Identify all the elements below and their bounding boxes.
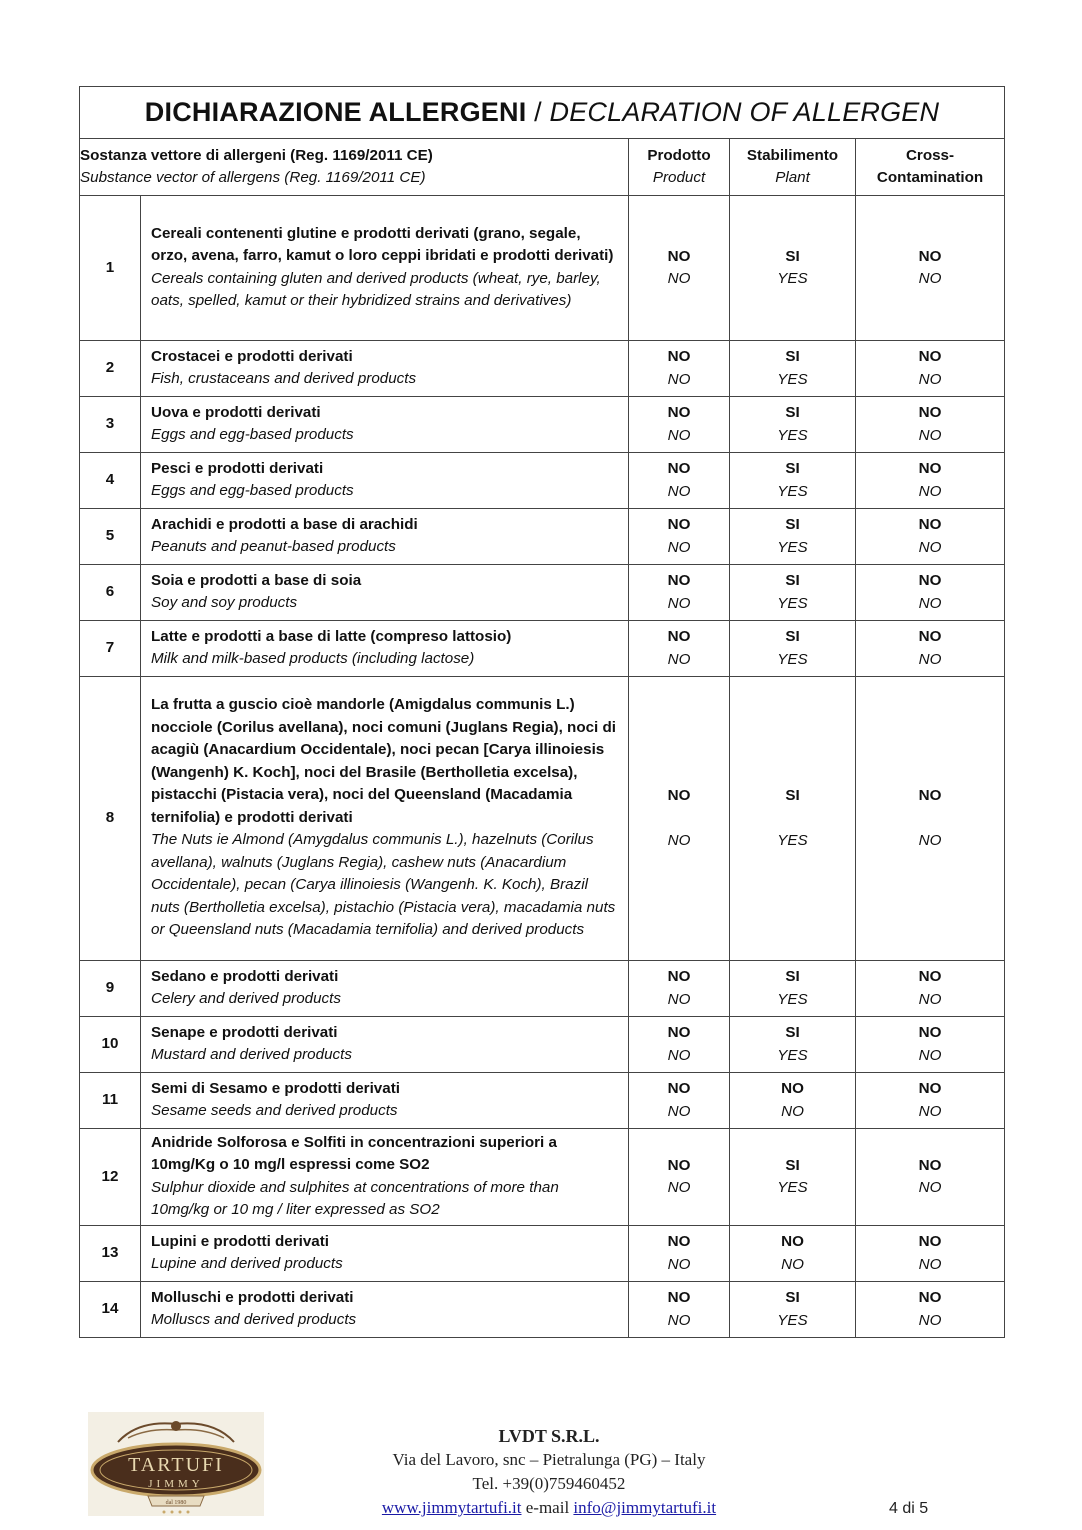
cross-value-italian: NO	[918, 1233, 942, 1250]
product-value-italian: NO	[667, 348, 691, 365]
substance-header-italian: Sostanza vettore di allergeni (Reg. 1169/2011 CE)	[80, 146, 433, 164]
product-value-italian: NO	[667, 1156, 691, 1174]
allergen-name-italian: Latte e prodotti a base di latte (compreso lattosio)	[151, 627, 512, 645]
plant-value	[730, 1129, 856, 1226]
allergen-name-italian: Senape e prodotti derivati	[151, 1023, 338, 1041]
substance-header-english: Substance vector of allergens (Reg. 1169/2011 CE)	[80, 169, 426, 186]
plant-value	[730, 453, 856, 509]
row-number: 13	[80, 1226, 141, 1282]
cross-value-english: NO	[918, 370, 942, 388]
product-value	[629, 1226, 730, 1282]
page-number: 4 di 5	[889, 1500, 929, 1517]
plant-value	[730, 1282, 856, 1338]
cross-value-italian: NO	[918, 628, 942, 645]
row-number: 9	[80, 961, 141, 1017]
plant-value-english: NO	[781, 1102, 804, 1120]
logo-text-jimmy: JIMMY	[148, 1478, 204, 1490]
cross-value-english: NO	[918, 1102, 942, 1120]
plant-value-english: YES	[777, 594, 808, 612]
cross-contamination-header	[856, 139, 1005, 196]
plant-value	[730, 509, 856, 565]
product-value-italian: NO	[667, 1289, 691, 1306]
title-italian: DICHIARAZIONE ALLERGENI	[144, 97, 527, 128]
product-value	[629, 1282, 730, 1338]
allergen-name-english: Sesame seeds and derived products	[151, 1102, 398, 1119]
cross-contamination-value	[856, 453, 1005, 509]
allergen-description	[141, 1226, 629, 1282]
plant-value-italian: NO	[781, 1233, 804, 1250]
product-value-italian: NO	[667, 628, 691, 645]
product-header-english: Product	[652, 169, 706, 186]
plant-value	[730, 1017, 856, 1073]
product-value-english: NO	[667, 426, 691, 444]
allergen-name-italian: Soia e prodotti a base di soia	[151, 571, 362, 589]
allergen-name-english: Lupine and derived products	[151, 1255, 343, 1272]
cross-contamination-value	[856, 565, 1005, 621]
cross-value-italian: NO	[918, 1289, 942, 1306]
product-value-english: NO	[667, 538, 691, 556]
plant-header	[730, 139, 856, 196]
email-link[interactable]: info@jimmytartufi.it	[573, 1498, 717, 1517]
product-value-english: NO	[667, 370, 691, 388]
product-value	[629, 341, 730, 397]
product-value-english: NO	[667, 1255, 691, 1273]
allergen-name-english: Eggs and egg-based products	[151, 482, 354, 499]
allergen-name-english: Milk and milk-based products (including lactose)	[151, 650, 475, 667]
cross-header-line1: Cross-	[905, 146, 955, 164]
plant-value-italian: SI	[785, 404, 800, 421]
plant-value-english: YES	[777, 1046, 808, 1064]
cross-value-english: NO	[918, 594, 942, 612]
cross-value-english: NO	[918, 270, 942, 287]
cross-value-english: NO	[918, 1179, 942, 1196]
allergen-description	[141, 961, 629, 1017]
cross-value-english: NO	[918, 426, 942, 444]
plant-header-english: Plant	[775, 169, 810, 186]
allergen-name-english: Soy and soy products	[151, 594, 298, 611]
allergen-name-english: Mustard and derived products	[151, 1046, 352, 1063]
cross-value-english: NO	[918, 831, 942, 849]
cross-value-english: NO	[918, 482, 942, 500]
product-value-english: NO	[667, 594, 691, 612]
cross-value-english: NO	[918, 538, 942, 556]
product-value-english: NO	[667, 650, 691, 668]
table-row	[80, 196, 1005, 341]
product-value	[629, 453, 730, 509]
table-row	[80, 1282, 1005, 1338]
plant-value-english: YES	[777, 1179, 808, 1196]
allergen-description	[141, 1282, 629, 1338]
plant-value-italian: SI	[785, 460, 800, 477]
plant-value-english: NO	[781, 1255, 804, 1273]
page-title	[80, 87, 1005, 139]
product-value-italian: NO	[667, 968, 691, 985]
allergen-name-english: Sulphur dioxide and sulphites at concentrations of more than 10mg/kg or 10 mg / liter expressed as SO2	[151, 1178, 559, 1218]
row-number: 5	[80, 509, 141, 565]
allergen-name-english: Molluscs and derived products	[151, 1311, 357, 1328]
cross-contamination-value	[856, 196, 1005, 341]
plant-value-italian: SI	[785, 1289, 800, 1306]
plant-value	[730, 196, 856, 341]
allergen-name-italian: Crostacei e prodotti derivati	[151, 347, 353, 365]
company-name: LVDT S.R.L.	[498, 1426, 600, 1446]
product-value-english: NO	[667, 1046, 691, 1064]
cross-value-english: NO	[918, 1255, 942, 1273]
product-header-italian: Prodotto	[647, 146, 711, 164]
row-number: 12	[80, 1129, 141, 1226]
allergen-table	[79, 86, 1005, 1338]
cross-value-italian: NO	[918, 572, 942, 589]
allergen-name-italian: Cereali contenenti glutine e prodotti derivati (grano, segale, orzo, avena, farro, kamut o loro ceppi ibridati e prodotti derivati)	[151, 224, 614, 264]
product-value	[629, 196, 730, 341]
table-row	[80, 509, 1005, 565]
plant-value-italian: SI	[785, 628, 800, 645]
substance-header	[80, 139, 629, 196]
cross-value-english: NO	[918, 650, 942, 668]
title-english: DECLARATION OF ALLERGEN	[549, 97, 940, 128]
allergen-description	[141, 509, 629, 565]
plant-value-italian: SI	[785, 1024, 800, 1041]
plant-value	[730, 961, 856, 1017]
table-row	[80, 1073, 1005, 1129]
cross-value-english: NO	[918, 990, 942, 1008]
cross-contamination-value	[856, 1226, 1005, 1282]
allergen-name-italian: Semi di Sesamo e prodotti derivati	[151, 1079, 400, 1097]
table-row	[80, 397, 1005, 453]
plant-value-italian: SI	[785, 247, 800, 265]
product-value-english: NO	[667, 1102, 691, 1120]
tartufi-jimmy-logo	[88, 1412, 264, 1516]
plant-value	[730, 1073, 856, 1129]
product-value-english: NO	[667, 1311, 691, 1329]
plant-value-english: YES	[777, 831, 808, 849]
allergen-description	[141, 621, 629, 677]
allergen-description	[141, 1073, 629, 1129]
allergen-description	[141, 1129, 629, 1226]
table-row	[80, 621, 1005, 677]
allergen-description	[141, 453, 629, 509]
company-phone: Tel. +39(0)759460452	[472, 1474, 626, 1493]
table-row	[80, 565, 1005, 621]
cross-value-italian: NO	[918, 460, 942, 477]
row-number: 7	[80, 621, 141, 677]
product-value	[629, 1073, 730, 1129]
row-number: 14	[80, 1282, 141, 1338]
title-separator: /	[526, 97, 550, 128]
product-value-italian: NO	[667, 247, 691, 265]
cross-value-italian: NO	[918, 968, 942, 985]
plant-value	[730, 397, 856, 453]
cross-contamination-value	[856, 397, 1005, 453]
allergen-description	[141, 565, 629, 621]
allergen-name-english: The Nuts ie Almond (Amygdalus communis L.), hazelnuts (Corilus avellana), walnuts (Juglans Regia), cashew nuts (Anacardium Occidentale), pecan (Carya illinoiesis (Wangenh. K. Koch), Brazil nuts (Bertholletia excelsa), pistachio (Pistacia vera), macadamia nuts or Queensland nuts (Macadamia ternifolia) and derived products	[151, 831, 616, 939]
product-value-italian: NO	[667, 572, 691, 589]
cross-header-line2: Contamination	[876, 169, 984, 186]
cross-value-italian: NO	[918, 1156, 942, 1174]
table-row	[80, 453, 1005, 509]
plant-value-english: YES	[777, 426, 808, 444]
plant-value-english: YES	[777, 650, 808, 668]
cross-contamination-value	[856, 1129, 1005, 1226]
cross-value-italian: NO	[918, 348, 942, 365]
plant-value-english: YES	[777, 538, 808, 556]
plant-header-italian: Stabilimento	[746, 146, 839, 164]
cross-contamination-value	[856, 1282, 1005, 1338]
cross-value-italian: NO	[918, 1024, 942, 1041]
allergen-name-english: Peanuts and peanut-based products	[151, 538, 396, 555]
row-number: 3	[80, 397, 141, 453]
plant-value	[730, 1226, 856, 1282]
row-number: 11	[80, 1073, 141, 1129]
cross-contamination-value	[856, 341, 1005, 397]
allergen-name-italian: La frutta a guscio cioè mandorle (Amigdalus communis L.) nocciole (Corilus avellana), noci comuni (Juglans Regia), noci di acagiù (Anacardium Occidentale), noci pecan [Carya illinoiesis (Wangenh) K. Koch], noci del Brasile (Bertholletia excelsa), pistacchi (Pistacia vera), noci del Queensland (Macadamia ternifolia) e prodotti derivati	[151, 696, 616, 826]
cross-value-italian: NO	[918, 1080, 942, 1097]
allergen-name-italian: Anidride Solforosa e Solfiti in concentrazioni superiori a 10mg/Kg o 10 mg/l espressi come SO2	[151, 1133, 557, 1173]
product-value-italian: NO	[667, 787, 691, 804]
product-value-italian: NO	[667, 460, 691, 477]
plant-value	[730, 621, 856, 677]
plant-value	[730, 677, 856, 961]
table-row	[80, 677, 1005, 961]
product-value-italian: NO	[667, 516, 691, 533]
plant-value-english: YES	[777, 270, 808, 287]
product-value	[629, 397, 730, 453]
email-label: e-mail	[525, 1498, 570, 1517]
product-value	[629, 509, 730, 565]
plant-value-italian: SI	[785, 968, 800, 985]
cross-contamination-value	[856, 621, 1005, 677]
company-footer	[349, 1424, 749, 1520]
plant-value-italian: SI	[785, 516, 800, 533]
allergen-name-english: Eggs and egg-based products	[151, 426, 354, 443]
table-row	[80, 1129, 1005, 1226]
product-value-italian: NO	[667, 1024, 691, 1041]
allergen-name-italian: Molluschi e prodotti derivati	[151, 1288, 354, 1306]
plant-value	[730, 565, 856, 621]
cross-contamination-value	[856, 677, 1005, 961]
row-number: 4	[80, 453, 141, 509]
row-number: 6	[80, 565, 141, 621]
plant-value-italian: SI	[785, 572, 800, 589]
row-number: 8	[80, 677, 141, 961]
allergen-description	[141, 397, 629, 453]
product-value-english: NO	[667, 270, 691, 287]
plant-value-english: YES	[777, 990, 808, 1008]
product-value	[629, 1129, 730, 1226]
logo-text-tartufi: TARTUFI	[128, 1454, 224, 1476]
allergen-name-english: Celery and derived products	[151, 990, 341, 1007]
allergen-name-italian: Arachidi e prodotti a base di arachidi	[151, 515, 418, 533]
product-value-italian: NO	[667, 1233, 691, 1250]
allergen-name-english: Cereals containing gluten and derived products (wheat, rye, barley, oats, spelled, kamut or their hybridized strains and derivatives)	[151, 269, 601, 309]
cross-contamination-value	[856, 1073, 1005, 1129]
product-value-english: NO	[667, 482, 691, 500]
allergen-name-english: Fish, crustaceans and derived products	[151, 370, 417, 387]
cross-value-italian: NO	[918, 516, 942, 533]
cross-value-italian: NO	[918, 247, 942, 265]
company-address: Via del Lavoro, snc – Pietralunga (PG) – Italy	[392, 1450, 706, 1469]
product-value-italian: NO	[667, 1080, 691, 1097]
product-header	[629, 139, 730, 196]
product-value	[629, 677, 730, 961]
product-value	[629, 961, 730, 1017]
product-value-english: NO	[667, 990, 691, 1008]
plant-value-italian: SI	[785, 1156, 800, 1174]
plant-value-italian: SI	[785, 348, 800, 365]
allergen-description	[141, 341, 629, 397]
product-value	[629, 1017, 730, 1073]
cross-contamination-value	[856, 509, 1005, 565]
product-value-english: NO	[667, 831, 691, 849]
plant-value-italian: SI	[785, 787, 800, 804]
plant-value	[730, 341, 856, 397]
allergen-name-italian: Pesci e prodotti derivati	[151, 459, 324, 477]
allergen-description	[141, 196, 629, 341]
cross-contamination-value	[856, 1017, 1005, 1073]
company-contacts	[349, 1496, 749, 1520]
table-row	[80, 1017, 1005, 1073]
plant-value-english: YES	[777, 370, 808, 388]
row-number: 10	[80, 1017, 141, 1073]
plant-value-english: YES	[777, 482, 808, 500]
cross-contamination-value	[856, 961, 1005, 1017]
logo-since: dal 1980	[165, 1500, 187, 1506]
allergen-description	[141, 1017, 629, 1073]
product-value	[629, 621, 730, 677]
plant-value-english: YES	[777, 1311, 808, 1329]
cross-value-english: NO	[918, 1311, 942, 1329]
cross-value-italian: NO	[918, 787, 942, 804]
allergen-name-italian: Lupini e prodotti derivati	[151, 1232, 330, 1250]
product-value-italian: NO	[667, 404, 691, 421]
cross-value-italian: NO	[918, 404, 942, 421]
website-link[interactable]: www.jimmytartufi.it	[381, 1498, 522, 1517]
product-value-english: NO	[667, 1179, 691, 1196]
row-number: 1	[80, 196, 141, 341]
column-header-row	[80, 139, 1005, 196]
table-row	[80, 961, 1005, 1017]
row-number: 2	[80, 341, 141, 397]
cross-value-english: NO	[918, 1046, 942, 1064]
product-value	[629, 565, 730, 621]
table-row	[80, 341, 1005, 397]
allergen-name-italian: Sedano e prodotti derivati	[151, 967, 339, 985]
table-row	[80, 1226, 1005, 1282]
allergen-name-italian: Uova e prodotti derivati	[151, 403, 321, 421]
allergen-description	[141, 677, 629, 961]
plant-value-italian: NO	[781, 1080, 804, 1097]
